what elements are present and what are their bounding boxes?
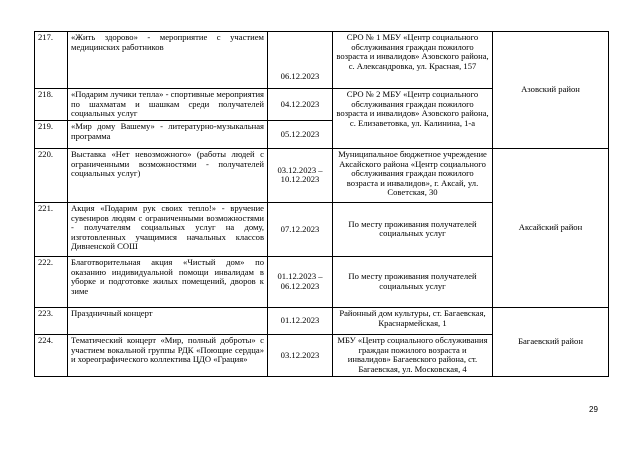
event-date: 07.12.2023	[268, 202, 333, 256]
row-number: 224.	[35, 334, 68, 376]
event-description: Праздничный концерт	[68, 307, 268, 334]
row-number: 222.	[35, 256, 68, 307]
event-place: Районный дом культуры, ст. Багаевская, Краснармейская, 1	[333, 307, 493, 334]
event-place: СРО № 2 МБУ «Центр социального обслуживания граждан пожилого возраста и инвалидов» Азовского района, с. Елизаветовка, ул. Калинина, 1-а	[333, 89, 493, 149]
row-number: 221.	[35, 202, 68, 256]
district-aksai: Аксайский район	[493, 148, 609, 307]
event-description: Тематический концерт «Мир, полный доброты» с участием вокальной группы РДК «Поющие сердца» и хореографического коллектива ЦДО «Грация»	[68, 334, 268, 376]
event-description: «Подарим лучики тепла» - спортивные мероприятия по шахматам и шашкам среди получателей социальных услуг	[68, 89, 268, 121]
row-number: 223.	[35, 307, 68, 334]
event-description: Акция «Подарим рук своих тепло!» - вручение сувениров людям с ограниченными возможностями - получателям социальных услуг на дому, изготовленных учащимися начальных классов Дивненской СОШ	[68, 202, 268, 256]
event-description: Выставка «Нет невозможного» (работы людей с ограниченными возможностями - получателей социальных услуг)	[68, 148, 268, 202]
event-date: 06.12.2023	[268, 32, 333, 89]
row-number: 218.	[35, 89, 68, 121]
event-date: 03.12.2023 – 10.12.2023	[268, 148, 333, 202]
event-place: По месту проживания получателей социальных услуг	[333, 202, 493, 256]
row-number: 217.	[35, 32, 68, 89]
table-row	[35, 148, 609, 202]
table-row	[35, 307, 609, 334]
row-number: 219.	[35, 120, 68, 148]
event-place: СРО № 1 МБУ «Центр социального обслуживания граждан пожилого возраста и инвалидов» Азовского района, с. Александровка, ул. Красная, 157	[333, 32, 493, 89]
event-date: 04.12.2023	[268, 89, 333, 121]
event-date: 01.12.2023	[268, 307, 333, 334]
event-description: «Жить здорово» - мероприятие с участием медицинских работников	[68, 32, 268, 89]
table-row	[35, 32, 609, 89]
event-place: По месту проживания получателей социальных услуг	[333, 256, 493, 307]
event-place: Муниципальное бюджетное учреждение Аксайского района «Центр социального обслуживания граждан пожилого возраста и инвалидов», г. Аксай, ул. Советская, 30	[333, 148, 493, 202]
event-description: «Мир дому Вашему» - литературно-музыкальная программа	[68, 120, 268, 148]
district-azov: Азовский район	[493, 32, 609, 149]
event-date: 03.12.2023	[268, 334, 333, 376]
event-description: Благотворительная акция «Чистый дом» по оказанию индивидуальной помощи инвалидам в уборке и подготовке жилых помещений, дворов к зиме	[68, 256, 268, 307]
district-bagaev: Багаевский район	[493, 307, 609, 376]
events-table	[34, 31, 609, 377]
page-number: 29	[589, 405, 598, 414]
event-date: 05.12.2023	[268, 120, 333, 148]
event-place: МБУ «Центр социального обслуживания граждан пожилого возраста и инвалидов» Багаевского района, ст. Багаевская, ул. Московская, 4	[333, 334, 493, 376]
row-number: 220.	[35, 148, 68, 202]
event-date: 01.12.2023 – 06.12.2023	[268, 256, 333, 307]
